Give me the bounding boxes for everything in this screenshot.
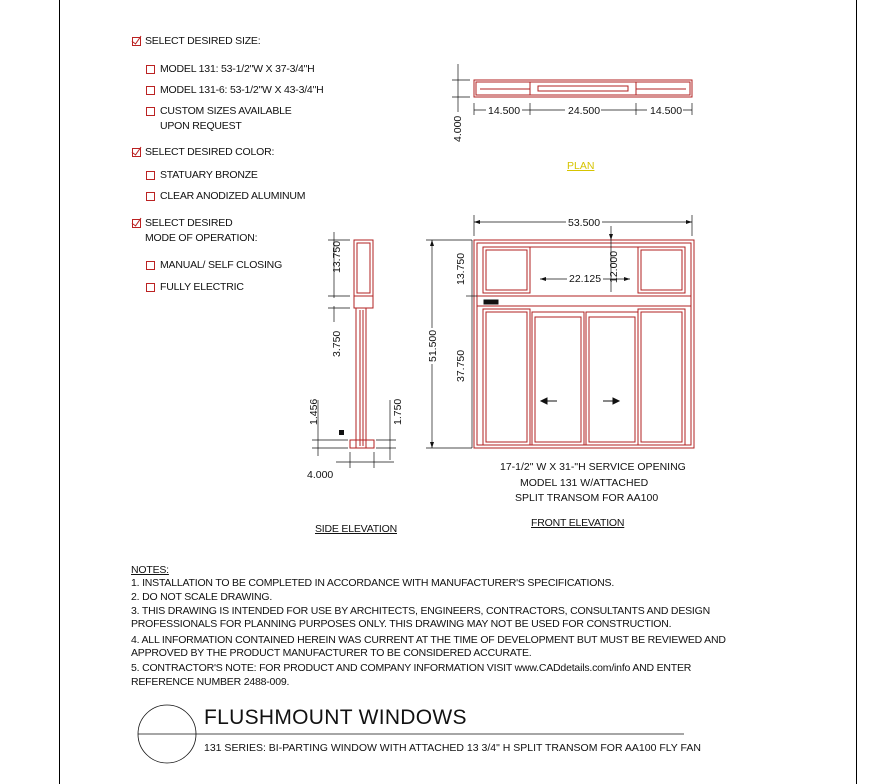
side-dim-sill: 1.456 — [308, 398, 320, 425]
side-elevation-label: SIDE ELEVATION — [315, 523, 397, 535]
plan-view — [474, 80, 692, 97]
front-elevation — [474, 240, 694, 448]
side-dim-rail: 3.750 — [331, 330, 343, 357]
note-line-1: 1. INSTALLATION TO BE COMPLETED IN ACCORDANCE WITH MANUFACTURER'S SPECIFICATIONS. — [131, 577, 615, 589]
size-heading: SELECT DESIRED SIZE: — [145, 35, 261, 47]
drawing-title: FLUSHMOUNT WINDOWS — [204, 706, 467, 729]
front-elevation-label: FRONT ELEVATION — [531, 517, 625, 529]
front-caption-line-2: MODEL 131 W/ATTACHED — [520, 477, 649, 489]
front-dim-upper: 13.750 — [455, 252, 467, 285]
plan-dim-center: 24.500 — [568, 105, 601, 117]
size-option-custom-line2: UPON REQUEST — [160, 120, 242, 132]
note-line-4: 4. ALL INFORMATION CONTAINED HEREIN WAS CURRENT AT THE TIME OF DEVELOPMENT BUT MUST BE REVIEWED AND — [131, 634, 726, 646]
color-heading: SELECT DESIRED COLOR: — [145, 146, 275, 158]
plan-dim-right: 14.500 — [650, 105, 683, 117]
side-elevation — [350, 240, 374, 448]
notes-heading: NOTES: — [131, 564, 169, 576]
side-dim-depth: 4.000 — [307, 469, 334, 481]
drawing-subtitle: 131 SERIES: BI-PARTING WINDOW WITH ATTACHED 13 3/4" H SPLIT TRANSOM FOR AA100 FLY FAN — [204, 742, 701, 754]
front-dim-transom-width: 22.125 — [569, 273, 602, 285]
front-dim-transom-height: 12.000 — [608, 250, 620, 283]
mode-heading-line2: MODE OF OPERATION: — [145, 232, 258, 244]
mode-heading: SELECT DESIRED — [145, 217, 233, 229]
plan-label: PLAN — [567, 160, 595, 172]
note-line-5b: REFERENCE NUMBER 2488-009. — [131, 676, 290, 688]
side-dim-base: 1.750 — [392, 398, 404, 425]
color-option-aluminum: CLEAR ANODIZED ALUMINUM — [160, 190, 306, 202]
front-dim-lower: 37.750 — [455, 349, 467, 382]
note-line-2: 2. DO NOT SCALE DRAWING. — [131, 591, 273, 603]
mode-option-manual: MANUAL/ SELF CLOSING — [160, 259, 283, 271]
front-dim-width: 53.500 — [568, 217, 601, 229]
plan-dim-left: 14.500 — [488, 105, 521, 117]
size-option-131: MODEL 131: 53-1/2"W X 37-3/4"H — [160, 63, 315, 75]
front-elevation-arrows — [484, 300, 619, 404]
color-option-bronze: STATUARY BRONZE — [160, 169, 258, 181]
front-caption-line-1: 17-1/2" W X 31-"H SERVICE OPENING — [500, 461, 686, 473]
front-caption-line-3: SPLIT TRANSOM FOR AA100 — [515, 492, 659, 504]
note-line-3b: PROFESSIONALS FOR PLANNING PURPOSES ONLY. THIS DRAWING MAY NOT BE USED FOR CONSTRUCTION. — [131, 618, 672, 630]
size-option-131-6: MODEL 131-6: 53-1/2"W X 43-3/4"H — [160, 84, 324, 96]
size-option-custom: CUSTOM SIZES AVAILABLE — [160, 105, 292, 117]
mode-option-electric: FULLY ELECTRIC — [160, 281, 244, 293]
side-detail-marker — [339, 430, 344, 435]
side-dim-upper: 13.750 — [331, 240, 343, 273]
plan-dim-depth: 4.000 — [452, 115, 464, 142]
note-line-5: 5. CONTRACTOR'S NOTE: FOR PRODUCT AND COMPANY INFORMATION VISIT www.CADdetails.com/info AND ENTER — [131, 662, 692, 674]
note-line-4b: APPROVED BY THE PRODUCT MANUFACTURER TO BE CONSIDERED ACCURATE. — [131, 647, 532, 659]
front-elevation-dim-arrows — [430, 220, 692, 448]
front-dim-overall-height: 51.500 — [427, 329, 439, 362]
note-line-3: 3. THIS DRAWING IS INTENDED FOR USE BY ARCHITECTS, ENGINEERS, CONTRACTORS, CONSULTANTS AND DESIGN — [131, 605, 710, 617]
